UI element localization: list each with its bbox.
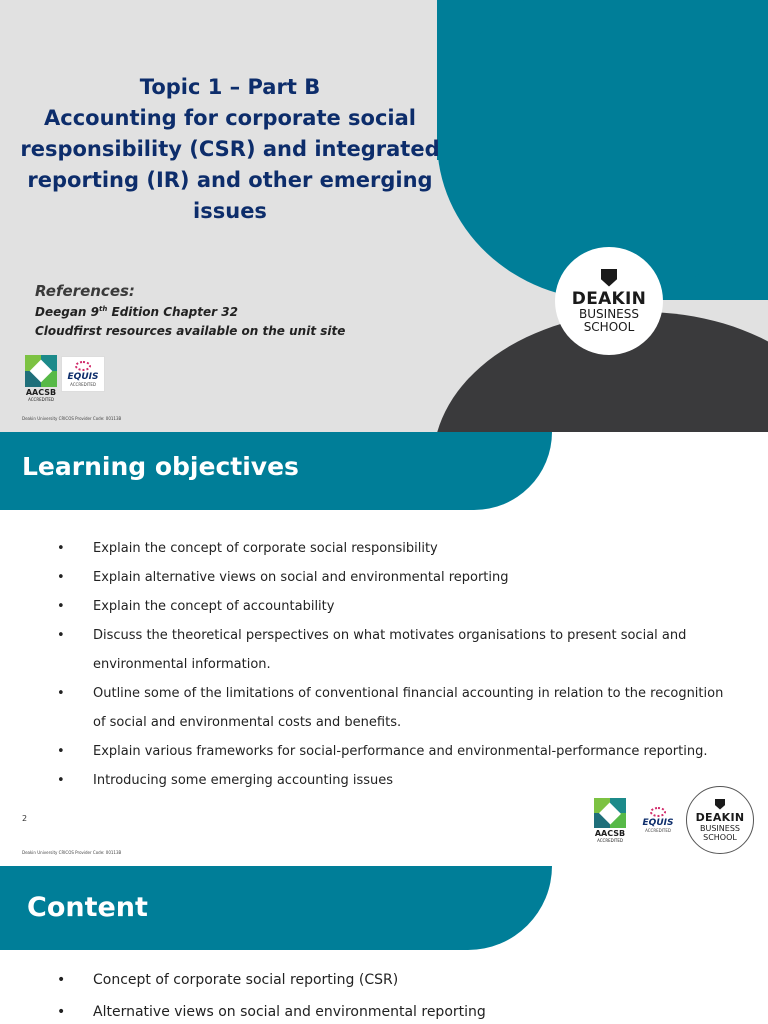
business-text: BUSINESS: [579, 306, 639, 321]
equis-text: EQUIS: [642, 818, 674, 828]
list-item: • Explain alternative views on social and environmental reporting: [57, 563, 737, 592]
reference-text: Edition Chapter 32: [107, 305, 238, 319]
list-item: • Explain various frameworks for social-performance and environmental-performance reporting.: [57, 737, 737, 766]
page-number: 2: [22, 814, 28, 823]
title-banner: [0, 432, 552, 510]
aacsb-icon: [594, 798, 626, 828]
school-text: SCHOOL: [703, 832, 737, 842]
slide-title: Learning objectives: [22, 452, 299, 481]
aacsb-icon: [25, 355, 57, 387]
deakin-crest-icon: [601, 269, 617, 287]
deakin-business-school-logo: [555, 247, 663, 355]
content-list: [57, 964, 737, 1024]
list-item: • Explain the concept of corporate social responsibility: [57, 534, 737, 563]
list-item: • Alternative views on social and environmental reporting: [57, 996, 737, 1024]
references-label: References:: [35, 282, 135, 300]
title-line: reporting (IR) and other emerging: [27, 168, 433, 192]
title-banner: [0, 866, 552, 950]
slide-title: Content: [27, 892, 148, 923]
reference-superscript: th: [99, 305, 108, 313]
aacsb-logo: [593, 798, 627, 843]
equis-logo: [636, 804, 680, 836]
list-item: • Explain the concept of accountability: [57, 592, 737, 621]
learning-objectives-slide: [0, 432, 768, 864]
deakin-text: DEAKIN: [695, 810, 745, 824]
slide-title: [18, 72, 442, 227]
list-item: • Outline some of the limitations of conventional financial accounting in relation to the recognition of social and environmental costs and benefits.: [57, 679, 737, 737]
business-text: BUSINESS: [700, 823, 740, 833]
aacsb-subtext: ACCREDITED: [28, 397, 54, 402]
list-item: • Concept of corporate social reporting (CSR): [57, 964, 737, 996]
title-line: issues: [193, 199, 267, 223]
content-slide: [0, 864, 768, 1024]
deakin-text: DEAKIN: [571, 288, 647, 309]
school-text: SCHOOL: [583, 319, 635, 334]
equis-icon: [650, 807, 666, 817]
aacsb-logo: [25, 355, 57, 402]
reference-textbook: [35, 305, 238, 319]
equis-icon: [75, 361, 91, 371]
deakin-business-school-logo: [686, 786, 754, 854]
equis-subtext: ACCREDITED: [70, 382, 96, 387]
reference-cloudfirst: Cloudfirst resources available on the unit site: [35, 324, 346, 338]
reference-text: Deegan 9: [35, 305, 99, 319]
aacsb-text: AACSB: [25, 388, 57, 397]
equis-subtext: ACCREDITED: [645, 828, 671, 833]
deakin-crest-icon: [715, 799, 725, 810]
aacsb-text: AACSB: [594, 829, 626, 838]
title-slide: [0, 0, 768, 432]
equis-text: EQUIS: [67, 372, 99, 382]
title-line: Accounting for corporate social: [44, 106, 416, 130]
objectives-list: [57, 534, 737, 795]
aacsb-subtext: ACCREDITED: [597, 838, 623, 843]
title-line: responsibility (CSR) and integrated: [20, 137, 440, 161]
list-item: • Discuss the theoretical perspectives on what motivates organisations to present social and environmental information.: [57, 621, 737, 679]
cricos-provider-code: Deakin University CRICOS Provider Code: 00113B: [22, 850, 122, 855]
equis-logo: [61, 356, 105, 392]
cricos-provider-code: Deakin University CRICOS Provider Code: 00113B: [22, 416, 122, 421]
title-line: Topic 1 – Part B: [139, 75, 321, 99]
list-item: • Introducing some emerging accounting issues: [57, 766, 737, 795]
